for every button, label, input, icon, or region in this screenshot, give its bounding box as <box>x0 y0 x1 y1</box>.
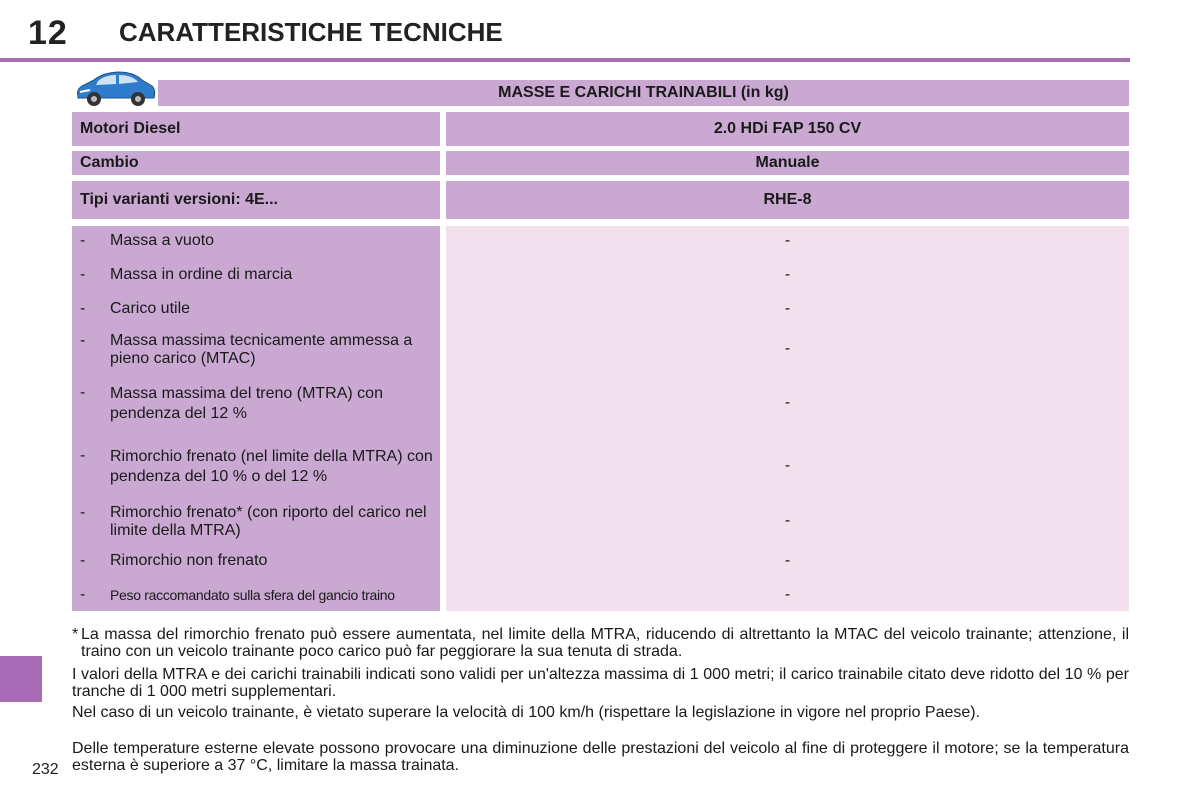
bullet-dash: - <box>80 266 86 283</box>
car-icon <box>72 68 158 108</box>
bullet-dash: - <box>80 586 86 603</box>
footnote: La massa del rimorchio frenato può essere aumentata, nel limite della MTRA, riducendo di altrettanto la MTAC del veicolo trainante; attenzione, il traino con un veicolo trainante poco carico può far peggiorare la sua tenuta di strada. <box>81 626 1129 660</box>
row-value: - <box>784 340 791 357</box>
row-value: - <box>784 512 791 529</box>
row-value: - <box>784 266 791 283</box>
note-paragraph: I valori della MTRA e dei carichi trainabili indicati sono validi per un'altezza massima di 1 000 metri; il carico trainabile citato deve ridotto del 10 % per tranche di 1 000 metri supplementari. <box>72 666 1129 700</box>
row-value: - <box>784 552 791 569</box>
variants-value: RHE-8 <box>446 181 1129 219</box>
bullet-dash: - <box>80 232 86 249</box>
row-value: - <box>784 232 791 249</box>
row-value: - <box>784 394 791 411</box>
row-label: Massa a vuoto <box>110 232 215 249</box>
table-values-column <box>446 226 1129 611</box>
row-label: Rimorchio frenato* (con riporto del carico nel limite della MTRA) <box>110 504 427 539</box>
page-title: CARATTERISTICHE TECNICHE <box>119 17 503 47</box>
bullet-dash: - <box>80 447 86 464</box>
bullet-dash: - <box>80 504 86 521</box>
table-labels-column <box>72 226 440 611</box>
engine-label: Motori Diesel <box>72 112 440 146</box>
bullet-dash: - <box>80 332 86 349</box>
row-value: - <box>784 300 791 317</box>
gearbox-value: Manuale <box>446 151 1129 175</box>
table-title: MASSE E CARICHI TRAINABILI (in kg) <box>158 80 1129 106</box>
row-label: Massa massima del treno (MTRA) con pendenza del 12 % <box>110 385 383 422</box>
row-label: Massa in ordine di marcia <box>110 266 293 283</box>
engine-value: 2.0 HDi FAP 150 CV <box>446 112 1129 146</box>
title-divider <box>0 58 1130 62</box>
note-paragraph: Nel caso di un veicolo trainante, è vietato superare la velocità di 100 km/h (rispettare la legislazione in vigore nel proprio Paese). <box>72 704 981 721</box>
gearbox-label: Cambio <box>72 151 440 175</box>
bullet-dash: - <box>80 552 86 569</box>
row-label: Carico utile <box>110 300 191 317</box>
bullet-dash: - <box>80 384 86 401</box>
footnote-asterisk: * <box>72 626 79 643</box>
chapter-number: 12 <box>28 14 68 52</box>
page-number: 232 <box>32 761 59 778</box>
row-label: Peso raccomandato sulla sfera del gancio traino <box>110 587 395 603</box>
row-label: Rimorchio non frenato <box>110 552 268 569</box>
row-value: - <box>784 586 791 603</box>
row-value: - <box>784 457 791 474</box>
chapter-tab <box>0 656 42 702</box>
row-label: Rimorchio frenato (nel limite della MTRA) con pendenza del 10 % o del 12 % <box>110 448 433 485</box>
row-label: Massa massima tecnicamente ammessa a pieno carico (MTAC) <box>110 332 413 367</box>
bullet-dash: - <box>80 300 86 317</box>
variants-label: Tipi varianti versioni: 4E... <box>72 181 440 219</box>
note-paragraph: Delle temperature esterne elevate possono provocare una diminuzione delle prestazioni del veicolo al fine di proteggere il motore; se la temperatura esterna è superiore a 37 °C, limitare la massa trainata. <box>72 740 1129 774</box>
